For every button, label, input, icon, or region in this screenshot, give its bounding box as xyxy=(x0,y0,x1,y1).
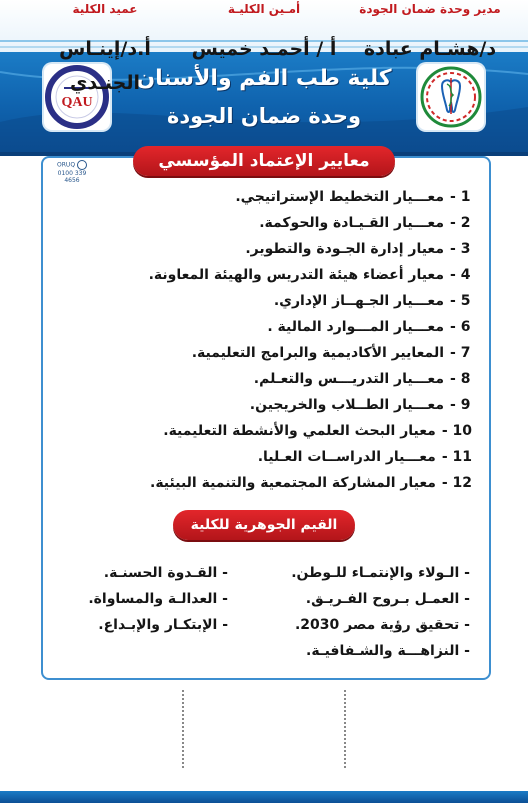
standard-text: معيار البحث العلمي والأنشطة التعليمية. xyxy=(163,423,436,439)
standard-number: 7 - xyxy=(450,345,471,361)
signature-name: أ / أحمـد خميس xyxy=(191,38,337,60)
value-item: - الإبتكـار والإبـداع. xyxy=(98,617,228,633)
values-heading: القيم الجوهرية للكلية xyxy=(173,510,355,540)
standard-text: معـــيار الطــلاب والخريجين. xyxy=(249,397,444,413)
standard-item xyxy=(150,184,472,210)
standard-text: معـــيار الدراســات العـليا. xyxy=(257,449,436,465)
standard-text: معيار إدارة الجـودة والتطوير. xyxy=(245,241,444,257)
standard-number: 6 - xyxy=(450,319,471,335)
value-item: - تحقيق رؤية مصر 2030. xyxy=(294,617,470,633)
badge-phone: 0100 339 4656 xyxy=(57,170,87,184)
signature-dean xyxy=(30,0,180,94)
standard-item xyxy=(150,392,472,418)
standard-item xyxy=(150,366,472,392)
standard-item xyxy=(150,288,472,314)
standard-item xyxy=(150,314,472,340)
standard-number: 3 - xyxy=(450,241,471,257)
standard-number: 2 - xyxy=(450,215,471,231)
svg-text:QAU: QAU xyxy=(61,95,93,110)
standard-text: المعايير الأكاديمية والبرامج التعليمية. xyxy=(191,345,444,361)
standard-number: 4 - xyxy=(450,267,471,283)
signature-quality-director xyxy=(352,0,508,66)
signature-name: د/هشـام عبادة xyxy=(363,38,497,60)
standard-number: 10 - xyxy=(441,423,472,439)
standard-item xyxy=(150,470,472,496)
signature-role: أمـين الكليـة xyxy=(227,2,301,16)
value-item: - النزاهـــة والشـفافيـة. xyxy=(306,643,470,659)
signature-role: عميد الكلية xyxy=(72,2,138,16)
standard-text: معيار المشاركة المجتمعية والتنمية البيئية. xyxy=(150,475,436,491)
standard-number: 5 - xyxy=(450,293,471,309)
standard-text: معـــيار التخطيط الإستراتيجي. xyxy=(235,189,444,205)
value-item: - العدالـة والمساواة. xyxy=(88,591,228,607)
value-item: - الـولاء والإنتمـاء للـوطن. xyxy=(291,565,470,581)
standard-number: 8 - xyxy=(450,371,471,387)
faculty-logo xyxy=(418,64,484,130)
standard-text: معـــيار القـيـادة والحوكمة. xyxy=(259,215,444,231)
signature-faculty-secretary xyxy=(190,0,338,66)
standard-number: 9 - xyxy=(450,397,471,413)
signature-name: أ.د/إينـاس الجنـدي xyxy=(59,38,151,94)
bottom-bar xyxy=(0,791,528,803)
signature-divider xyxy=(182,690,184,768)
standards-heading: معايير الإعتماد المؤسسي xyxy=(133,146,395,176)
standard-text: معيار أعضاء هيئة التدريس والهيئة المعاونة. xyxy=(148,267,444,283)
standard-item xyxy=(150,340,472,366)
values-list-right xyxy=(291,560,470,664)
badge-brand: ORUQ xyxy=(57,161,76,169)
standard-text: معـــيار التدريـــس والتعـلم. xyxy=(253,371,444,387)
value-item: - القـدوة الحسنـة. xyxy=(103,565,228,581)
values-list-left xyxy=(88,560,228,638)
standard-item xyxy=(150,418,472,444)
standard-number: 11 - xyxy=(441,449,472,465)
standard-item xyxy=(150,262,472,288)
shield-icon xyxy=(77,160,87,170)
unit-title: وحدة ضمان الجودة xyxy=(166,104,362,128)
standard-text: معـــيار الجـهــاز الإداري. xyxy=(273,293,444,309)
standard-item xyxy=(150,210,472,236)
standard-number: 12 - xyxy=(441,475,472,491)
standard-text: معـــيار المـــوارد المالية . xyxy=(267,319,444,335)
standard-item xyxy=(150,444,472,470)
oruq-badge xyxy=(52,160,92,182)
standard-number: 1 - xyxy=(450,189,471,205)
faculty-title: كلية طب الفم والأسنان xyxy=(136,66,392,91)
standard-item xyxy=(150,236,472,262)
signature-role: مدير وحدة ضمان الجودة xyxy=(359,2,501,16)
signature-divider xyxy=(344,690,346,768)
standards-list xyxy=(150,184,472,496)
value-item: - العمـل بـروح الفـريـق. xyxy=(305,591,470,607)
